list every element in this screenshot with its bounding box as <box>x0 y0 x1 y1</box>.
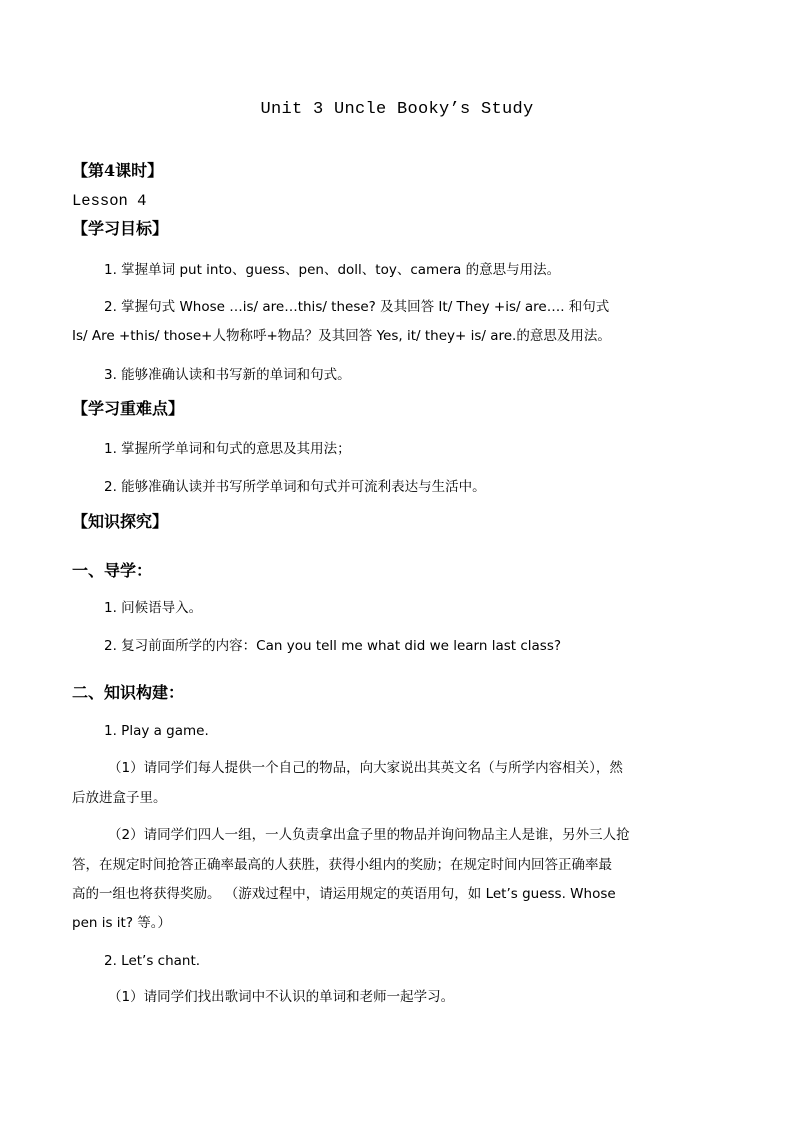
key-point-item-2: 2. 能够准确认读并书写所学单词和句式并可流利表达与生活中。 <box>104 479 486 495</box>
part1-item-1: 1. 问候语导入。 <box>104 600 203 616</box>
key-point-item-1: 1. 掌握所学单词和句式的意思及其用法； <box>104 441 351 457</box>
objectives-heading: 【学习目标】 <box>72 219 169 238</box>
period-heading: 【第4课时】 <box>72 161 164 180</box>
exploration-heading: 【知识探究】 <box>72 512 169 531</box>
lesson-label: Lesson 4 <box>72 192 147 210</box>
part2-heading: 二、知识构建： <box>72 683 185 702</box>
part2-sub2-line-2: 答，在规定时间抢答正确率最高的人获胜，获得小组内的奖励；在规定时间内回答正确率最 <box>72 857 612 873</box>
part2-sub2-line-3: 高的一组也将获得奖励。 （游戏过程中，请运用规定的英语用句，如 Let’s guess. Whose <box>72 886 616 902</box>
part2-item-1: 1. Play a game. <box>104 723 209 739</box>
document-title: Unit 3 Uncle Booky’s Study <box>260 100 534 119</box>
part2-item-2: 2. Let’s chant. <box>104 953 201 969</box>
part2-sub3: （1）请同学们找出歌词中不认识的单词和老师一起学习。 <box>108 989 455 1005</box>
part2-sub2-line-1: （2）请同学们四人一组，一人负责拿出盒子里的物品并询问物品主人是谁，另外三人抢 <box>108 827 630 843</box>
objective-item-1: 1. 掌握单词 put into、guess、pen、doll、toy、camera 的意思与用法。 <box>104 262 561 278</box>
objective-item-3: 3. 能够准确认读和书写新的单词和句式。 <box>104 367 351 383</box>
key-points-heading: 【学习重难点】 <box>72 399 185 418</box>
objective-item-2-line-2: Is/ Are +this/ those+人物称呼+物品？及其回答 Yes, it/ they+ is/ are.的意思及用法。 <box>72 328 611 344</box>
part2-sub1-line-1: （1）请同学们每人提供一个自己的物品，向大家说出其英文名（与所学内容相关），然 <box>108 760 623 776</box>
part1-heading: 一、导学： <box>72 561 153 580</box>
objective-item-2-line-1: 2. 掌握句式 Whose …is/ are…this/ these? 及其回答 It/ They +is/ are…. 和句式 <box>104 299 610 315</box>
part2-sub1-line-2: 后放进盒子里。 <box>72 790 167 806</box>
part2-sub2-line-4: pen is it? 等。） <box>72 915 172 931</box>
part1-item-2: 2. 复习前面所学的内容：Can you tell me what did we learn last class? <box>104 638 562 654</box>
